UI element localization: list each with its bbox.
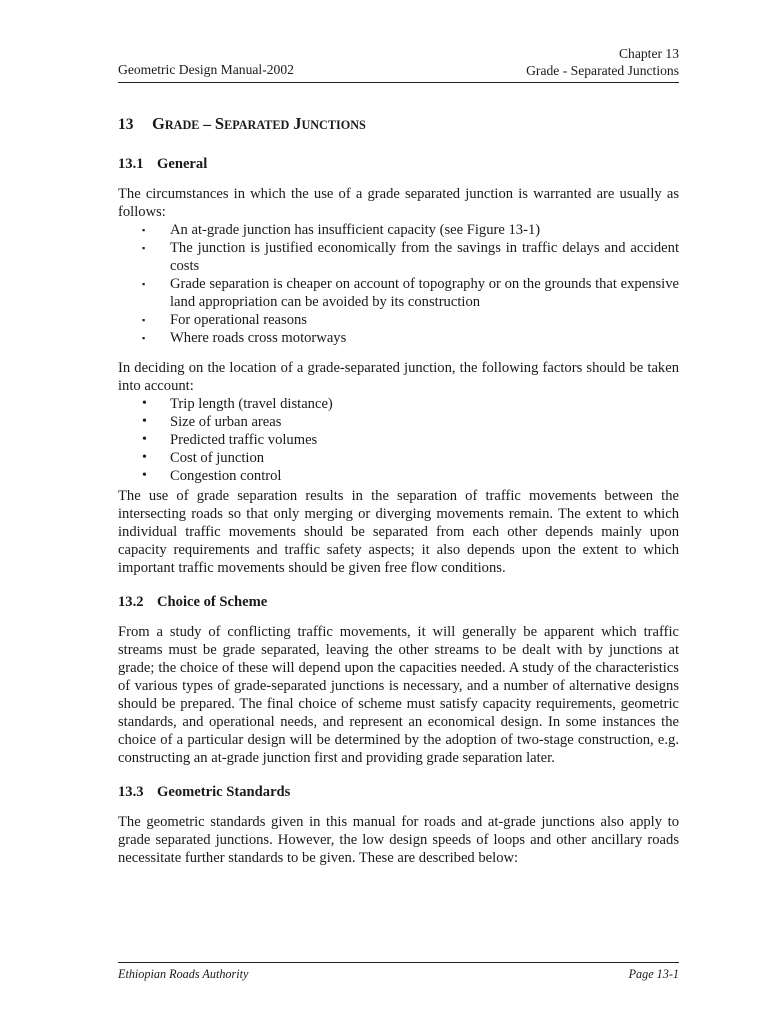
page-number: Page 13-1: [628, 967, 679, 981]
square-bullet-icon: ▪: [142, 315, 146, 325]
chapter-number: Chapter 13: [618, 46, 679, 61]
square-bullet-icon: ▪: [142, 333, 146, 343]
list-item: ▪ For operational reasons: [142, 312, 307, 328]
chapter-heading-number: 13: [118, 116, 134, 133]
section-heading-general: 13.1 General: [118, 156, 208, 172]
list-item: ▪ The junction is justified economically from the savings in traffic delays and accident costs: [142, 240, 679, 274]
authority-name: Ethiopian Roads Authority: [118, 967, 249, 981]
square-bullet-icon: ▪: [142, 225, 146, 235]
general-intro: The circumstances in which the use of a grade separated junction is warranted are usually as follows:: [118, 186, 679, 220]
factors-list: [118, 395, 679, 485]
list-item: ▪ An at-grade junction has insufficient capacity (see Figure 13-1): [142, 222, 541, 238]
square-bullet-icon: ▪: [142, 279, 146, 289]
round-bullet-icon: •: [142, 432, 147, 447]
square-bullet-icon: ▪: [142, 243, 146, 253]
round-bullet-icon: •: [142, 414, 147, 429]
manual-title: Geometric Design Manual-2002: [118, 62, 294, 77]
list-item: ▪ Where roads cross motorways: [142, 330, 347, 346]
separation-paragraph: The use of grade separation results in the separation of traffic movements between the intersecting roads so that only merging or diverging movements remain. The extent to which individual traffic movements should be separated from each other depends mainly upon capacity requirements and traffic safety aspects; it also depends upon the extent to which important traffic movements should be given free flow conditions.: [118, 488, 679, 576]
running-header: [118, 44, 679, 83]
geometric-standards-paragraph: The geometric standards given in this manual for roads and at-grade junctions also apply to grade separated junctions. However, the low design speeds of loops and other ancillary roads necessitate further standards to be given. These are described below:: [118, 814, 679, 866]
page-content: [118, 114, 679, 867]
running-footer: [118, 962, 679, 981]
list-item: • Trip length (travel distance): [142, 396, 333, 412]
list-item: • Congestion control: [142, 468, 282, 484]
list-item: • Cost of junction: [142, 450, 265, 466]
location-intro: In deciding on the location of a grade-separated junction, the following factors should be taken into account:: [118, 360, 679, 394]
section-heading-geometric-standards: 13.3 Geometric Standards: [118, 784, 291, 800]
choice-of-scheme-paragraph: From a study of conflicting traffic movements, it will generally be apparent which traffic streams must be grade separated, leaving the other streams to be dealt with by junctions at grade; the choice of these will depend upon the capacities needed. A study of the characteristics of various types of grade-separated junctions is necessary, and a number of alternative designs should be prepared. The final choice of scheme must satisfy capacity requirements, geometric standards, and operational needs, and represent an economical design. In some instances the choice of a particular design will be determined by the adoption of two-stage construction, e.g. constructing an at-grade junction first and providing grade separation later.: [118, 624, 679, 766]
round-bullet-icon: •: [142, 450, 147, 465]
section-heading-choice-of-scheme: 13.2 Choice of Scheme: [118, 594, 268, 610]
list-item: ▪ Grade separation is cheaper on account of topography or on the grounds that expensive land appropriation can be avoided by its construction: [142, 276, 679, 310]
list-item: • Size of urban areas: [142, 414, 282, 430]
circumstances-list: [118, 221, 679, 347]
chapter-heading: 13 GRADE – SEPARATED JUNCTIONS: [118, 114, 366, 133]
chapter-title: Grade - Separated Junctions: [526, 63, 679, 78]
round-bullet-icon: •: [142, 468, 147, 483]
list-item: • Predicted traffic volumes: [142, 432, 318, 448]
round-bullet-icon: •: [142, 396, 147, 411]
chapter-info: [526, 45, 679, 79]
